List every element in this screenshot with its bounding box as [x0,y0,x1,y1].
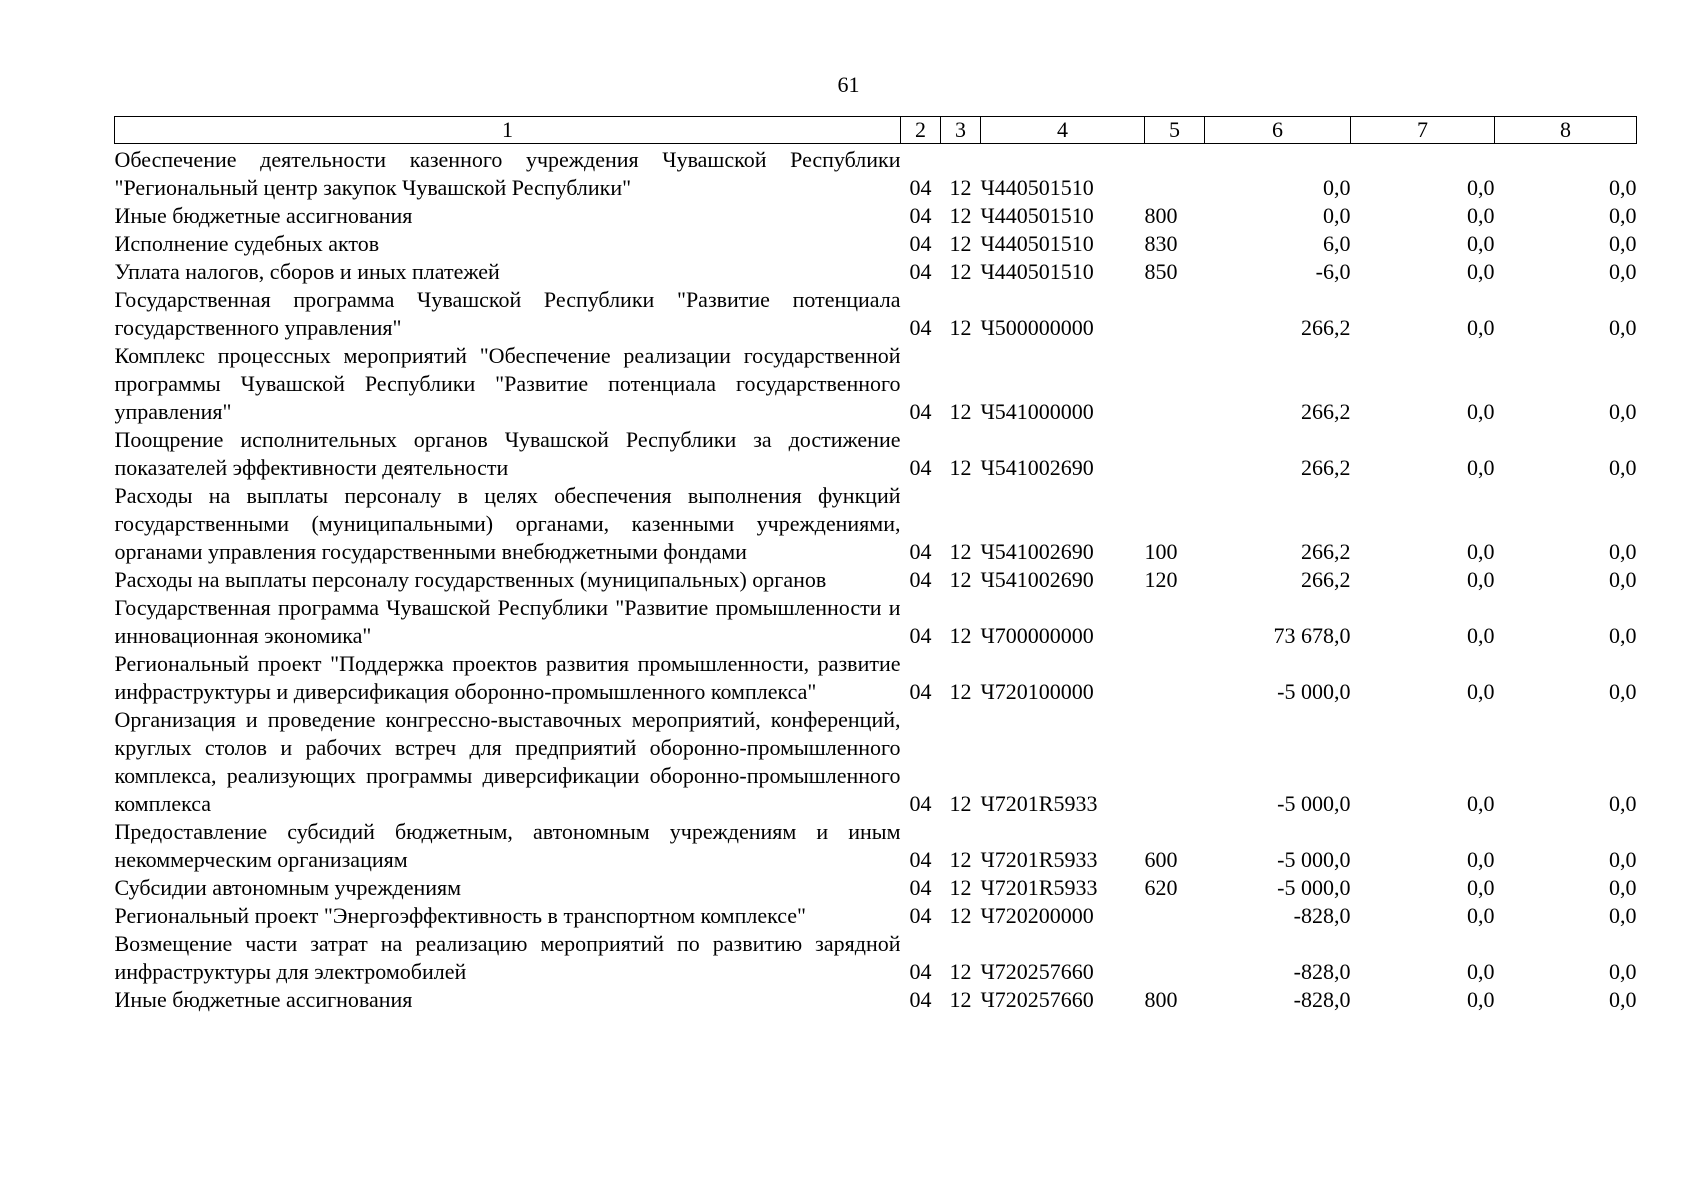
expense-type-code-cell [1145,902,1205,930]
target-item-code-cell: Ч7201R5933 [980,847,1098,872]
expense-type-code-cell [1145,650,1205,706]
section-code-cell: 04 [909,539,932,564]
section-code-cell: 04 [909,791,932,816]
amount-col8-cell: 0,0 [1609,959,1637,984]
table-row [115,650,1637,706]
table-row [115,342,1637,426]
target-item-code-cell: Ч720100000 [980,679,1094,704]
section-code-cell: 04 [909,259,932,284]
column-header-4: 4 [981,117,1145,144]
target-item-code-cell: Ч720200000 [980,903,1094,928]
amount-col6-cell: -828,0 [1293,987,1351,1012]
amount-col6-cell: 0,0 [1323,203,1351,228]
expense-type-code-cell [1145,706,1205,818]
column-header-5: 5 [1145,117,1205,144]
row-name-cell: Иные бюджетные ассигнования [114,203,413,228]
expense-type-code-cell: 850 [1144,259,1178,284]
section-code-cell: 04 [909,315,932,340]
amount-col6-cell: 0,0 [1323,175,1351,200]
amount-col7-cell: 0,0 [1467,315,1495,340]
row-name-cell: Государственная программа Чувашской Республики "Развитие потенциала государственного управления" [114,287,901,340]
expense-type-code-cell: 800 [1144,987,1178,1012]
target-item-code-cell: Ч720257660 [980,987,1094,1012]
table-body [115,144,1637,1015]
target-item-code-cell: Ч500000000 [980,315,1094,340]
expense-type-code-cell: 800 [1144,203,1178,228]
expense-type-code-cell: 100 [1144,539,1178,564]
expense-type-code-cell [1145,930,1205,986]
amount-col7-cell: 0,0 [1467,847,1495,872]
table-row [115,426,1637,482]
table-row [115,566,1637,594]
section-code-cell: 04 [909,455,932,480]
amount-col6-cell: 266,2 [1301,399,1351,424]
subsection-code-cell: 12 [949,203,972,228]
row-name-cell: Государственная программа Чувашской Республики "Развитие промышленности и инновационная экономика" [114,595,901,648]
amount-col6-cell: -5 000,0 [1277,847,1351,872]
table-row [115,202,1637,230]
amount-col7-cell: 0,0 [1467,259,1495,284]
row-name-cell: Расходы на выплаты персоналу государственных (муниципальных) органов [114,567,827,592]
target-item-code-cell: Ч440501510 [980,231,1094,256]
target-item-code-cell: Ч440501510 [980,203,1094,228]
subsection-code-cell: 12 [949,567,972,592]
row-name-cell: Предоставление субсидий бюджетным, автономным учреждениям и иным некоммерческим организациям [114,819,901,872]
section-code-cell: 04 [909,903,932,928]
amount-col6-cell: 6,0 [1323,231,1351,256]
subsection-code-cell: 12 [949,791,972,816]
target-item-code-cell: Ч720257660 [980,959,1094,984]
amount-col6-cell: -828,0 [1293,959,1351,984]
section-code-cell: 04 [909,959,932,984]
subsection-code-cell: 12 [949,987,972,1012]
amount-col6-cell: -828,0 [1293,903,1351,928]
target-item-code-cell: Ч541000000 [980,399,1094,424]
expense-type-code-cell: 620 [1144,875,1178,900]
section-code-cell: 04 [909,987,932,1012]
column-header-2: 2 [901,117,941,144]
subsection-code-cell: 12 [949,679,972,704]
expense-type-code-cell [1145,426,1205,482]
column-header-6: 6 [1205,117,1351,144]
table-row [115,482,1637,566]
subsection-code-cell: 12 [949,259,972,284]
table-row [115,144,1637,203]
subsection-code-cell: 12 [949,623,972,648]
row-name-cell: Обеспечение деятельности казенного учреждения Чувашской Республики "Региональный центр закупок Чувашской Республики" [114,147,901,200]
amount-col8-cell: 0,0 [1609,315,1637,340]
amount-col6-cell: -6,0 [1315,259,1351,284]
row-name-cell: Региональный проект "Энергоэффективность в транспортном комплексе" [114,903,807,928]
amount-col6-cell: -5 000,0 [1277,791,1351,816]
section-code-cell: 04 [909,175,932,200]
row-name-cell: Иные бюджетные ассигнования [114,987,413,1012]
table-row [115,230,1637,258]
expense-type-code-cell: 120 [1144,567,1178,592]
expense-type-code-cell: 830 [1144,231,1178,256]
expense-type-code-cell: 600 [1144,847,1178,872]
column-header-3: 3 [941,117,981,144]
expense-type-code-cell [1145,342,1205,426]
amount-col8-cell: 0,0 [1609,987,1637,1012]
amount-col8-cell: 0,0 [1609,399,1637,424]
amount-col7-cell: 0,0 [1467,903,1495,928]
amount-col6-cell: -5 000,0 [1277,875,1351,900]
table-header-row [115,117,1637,144]
section-code-cell: 04 [909,679,932,704]
section-code-cell: 04 [909,847,932,872]
section-code-cell: 04 [909,203,932,228]
table-row [115,874,1637,902]
table-row [115,258,1637,286]
amount-col7-cell: 0,0 [1467,567,1495,592]
expense-type-code-cell [1145,286,1205,342]
page-number: 61 [837,72,860,97]
subsection-code-cell: 12 [949,455,972,480]
amount-col8-cell: 0,0 [1609,875,1637,900]
amount-col7-cell: 0,0 [1467,791,1495,816]
section-code-cell: 04 [909,623,932,648]
amount-col6-cell: 73 678,0 [1273,623,1351,648]
subsection-code-cell: 12 [949,903,972,928]
target-item-code-cell: Ч541002690 [980,455,1094,480]
amount-col7-cell: 0,0 [1467,203,1495,228]
row-name-cell: Региональный проект "Поддержка проектов развития промышленности, развитие инфраструктуры и диверсификация оборонно-промышленного комплекса" [114,651,901,704]
row-name-cell: Комплекс процессных мероприятий "Обеспечение реализации государственной программы Чувашской Республики "Развитие потенциала государственного управления" [114,343,901,424]
row-name-cell: Исполнение судебных актов [114,231,380,256]
amount-col8-cell: 0,0 [1609,455,1637,480]
target-item-code-cell: Ч700000000 [980,623,1094,648]
budget-table [114,116,1637,1014]
amount-col6-cell: -5 000,0 [1277,679,1351,704]
table-row [115,986,1637,1014]
subsection-code-cell: 12 [949,875,972,900]
amount-col8-cell: 0,0 [1609,847,1637,872]
expense-type-code-cell [1145,594,1205,650]
target-item-code-cell: Ч7201R5933 [980,791,1098,816]
amount-col8-cell: 0,0 [1609,231,1637,256]
amount-col8-cell: 0,0 [1609,623,1637,648]
amount-col7-cell: 0,0 [1467,959,1495,984]
amount-col8-cell: 0,0 [1609,203,1637,228]
amount-col7-cell: 0,0 [1467,231,1495,256]
column-header-8: 8 [1495,117,1637,144]
amount-col7-cell: 0,0 [1467,455,1495,480]
amount-col6-cell: 266,2 [1301,455,1351,480]
amount-col8-cell: 0,0 [1609,259,1637,284]
amount-col8-cell: 0,0 [1609,791,1637,816]
subsection-code-cell: 12 [949,399,972,424]
table-row [115,286,1637,342]
table-row [115,594,1637,650]
amount-col8-cell: 0,0 [1609,175,1637,200]
amount-col6-cell: 266,2 [1301,539,1351,564]
section-code-cell: 04 [909,399,932,424]
section-code-cell: 04 [909,875,932,900]
row-name-cell: Субсидии автономным учреждениям [114,875,462,900]
amount-col6-cell: 266,2 [1301,315,1351,340]
target-item-code-cell: Ч541002690 [980,567,1094,592]
amount-col8-cell: 0,0 [1609,539,1637,564]
amount-col6-cell: 266,2 [1301,567,1351,592]
subsection-code-cell: 12 [949,315,972,340]
subsection-code-cell: 12 [949,231,972,256]
amount-col7-cell: 0,0 [1467,623,1495,648]
row-name-cell: Расходы на выплаты персоналу в целях обеспечения выполнения функций государственными (муниципальными) органами, казенными учреждениями, органами управления государственными внебюджетными фондами [114,483,901,564]
amount-col7-cell: 0,0 [1467,399,1495,424]
amount-col7-cell: 0,0 [1467,875,1495,900]
expense-type-code-cell [1145,144,1205,203]
column-header-1: 1 [115,117,901,144]
section-code-cell: 04 [909,567,932,592]
row-name-cell: Уплата налогов, сборов и иных платежей [114,259,500,284]
target-item-code-cell: Ч7201R5933 [980,875,1098,900]
amount-col7-cell: 0,0 [1467,175,1495,200]
subsection-code-cell: 12 [949,175,972,200]
amount-col7-cell: 0,0 [1467,539,1495,564]
table-row [115,902,1637,930]
table-row [115,818,1637,874]
row-name-cell: Поощрение исполнительных органов Чувашской Республики за достижение показателей эффективности деятельности [114,427,901,480]
section-code-cell: 04 [909,231,932,256]
amount-col8-cell: 0,0 [1609,567,1637,592]
table-row [115,706,1637,818]
subsection-code-cell: 12 [949,959,972,984]
subsection-code-cell: 12 [949,539,972,564]
row-name-cell: Возмещение части затрат на реализацию мероприятий по развитию зарядной инфраструктуры для электромобилей [114,931,901,984]
target-item-code-cell: Ч440501510 [980,175,1094,200]
amount-col7-cell: 0,0 [1467,679,1495,704]
amount-col7-cell: 0,0 [1467,987,1495,1012]
table-row [115,930,1637,986]
target-item-code-cell: Ч440501510 [980,259,1094,284]
target-item-code-cell: Ч541002690 [980,539,1094,564]
subsection-code-cell: 12 [949,847,972,872]
amount-col8-cell: 0,0 [1609,903,1637,928]
amount-col8-cell: 0,0 [1609,679,1637,704]
column-header-7: 7 [1351,117,1495,144]
row-name-cell: Организация и проведение конгрессно-выставочных мероприятий, конференций, круглых столов и рабочих встреч для предприятий оборонно-промышленного комплекса, реализующих программы диверсификации оборонно-промышленного комплекса [114,707,901,816]
